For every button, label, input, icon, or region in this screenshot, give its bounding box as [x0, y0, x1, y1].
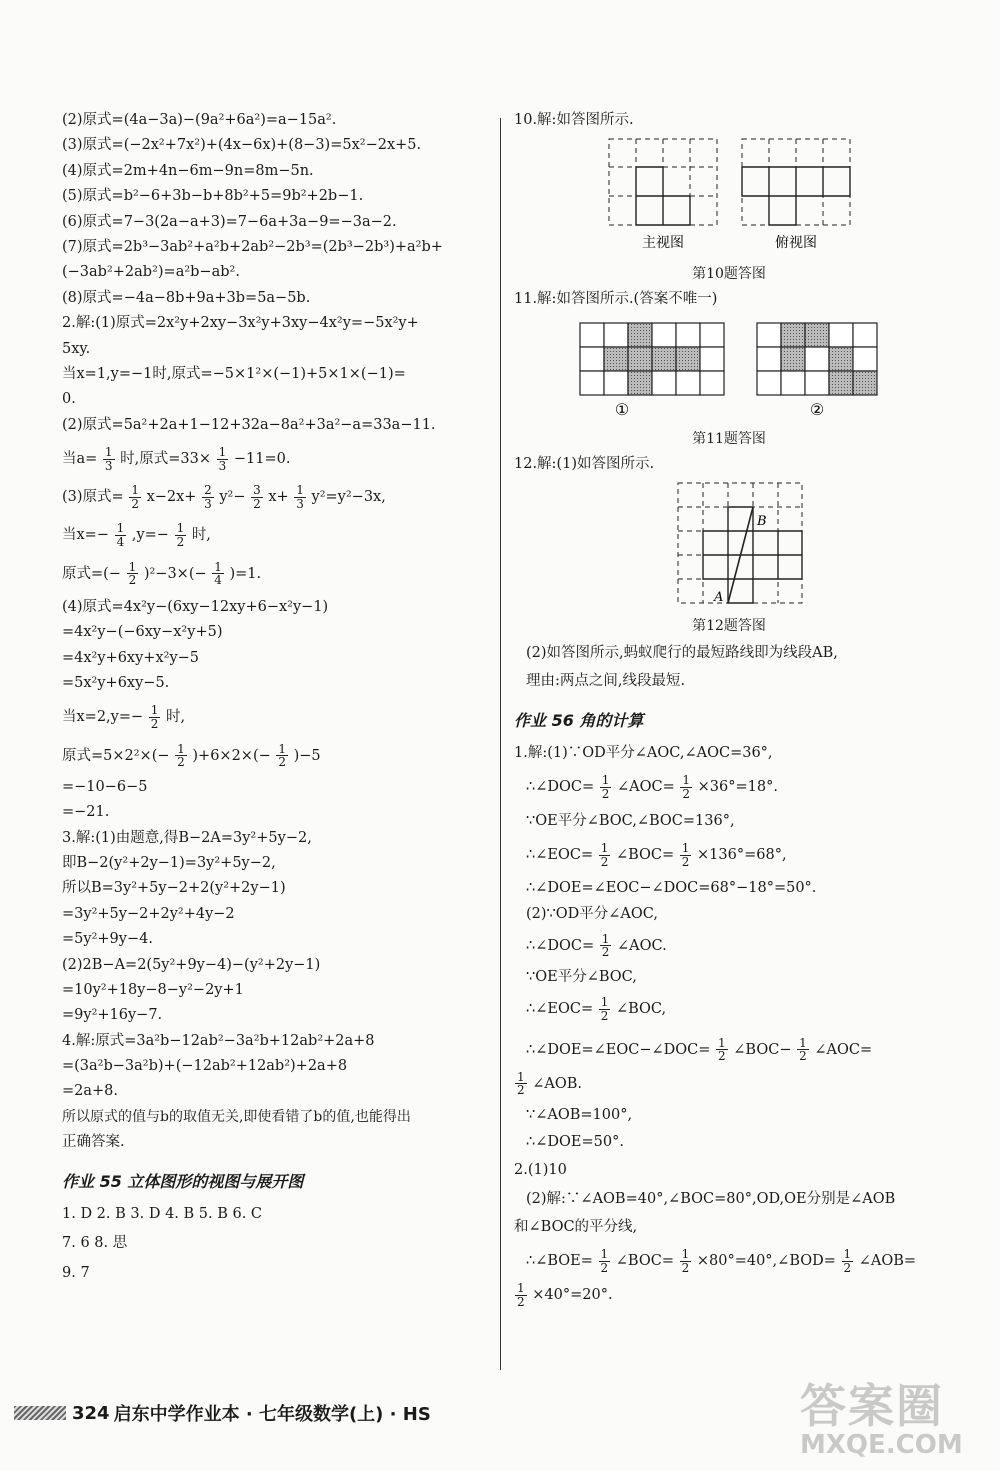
- figure-10-graphic: [514, 135, 944, 255]
- eq-line: 2.解:(1)原式=2x²y+2xy−3x²y+3xy−4x²y=−5x²y+: [62, 315, 419, 332]
- figure-11-caption: 第11题答图: [692, 430, 766, 447]
- eq-line: 所以B=3y²+5y−2+2(y²+2y−1): [62, 880, 286, 897]
- numerator: 1: [177, 741, 185, 756]
- book-title: 启东中学作业本 · 七年级数学(上) · HS: [113, 1404, 431, 1425]
- eq-line: (4)原式=4x²y−(6xy−12xy+6−x²y−1): [62, 598, 329, 615]
- text: x−2x+: [146, 489, 197, 506]
- numerator: 1: [104, 445, 113, 460]
- text: y²−: [219, 489, 246, 506]
- front-view-caption: 主视图: [642, 235, 684, 252]
- text: )+6×2×(−: [192, 747, 271, 764]
- eq-line: 5xy.: [62, 340, 91, 357]
- eq-line: 4.解:原式=3a²b−12ab²−3a²b+12ab²+2a+8: [62, 1032, 375, 1049]
- fraction: [149, 704, 161, 730]
- section-heading-55: 作业 55 立体图形的视图与展开图: [62, 1172, 304, 1192]
- fraction: [212, 561, 224, 587]
- eq-line: 即B−2(y²+2y−1)=3y²+5y−2,: [62, 854, 276, 871]
- figure-11-graphic: [514, 315, 944, 420]
- numerator: 1: [278, 741, 287, 756]
- eq-line: [62, 484, 492, 510]
- numerator: 1: [843, 1246, 852, 1261]
- left-column: [62, 112, 492, 1282]
- denominator: 2: [128, 573, 137, 588]
- text: ∠BOC−: [733, 1041, 792, 1058]
- text: ∴∠DOC=: [526, 779, 595, 796]
- eq-line: (2)原式=5a²+2a+1−12+32a−8a²+3a²−a=33a−11.: [62, 416, 436, 433]
- answer-line: 9. 7: [62, 1264, 90, 1281]
- eq-line: (7)原式=2b³−3ab²+a²b+2ab²−2b³=(2b³−2b³)+a²b+: [62, 238, 443, 255]
- fraction: [680, 842, 692, 868]
- eq-line: =2a+8.: [62, 1083, 119, 1100]
- fraction: [129, 484, 141, 510]
- text: ∠AOB.: [532, 1075, 583, 1092]
- denominator: 2: [177, 755, 185, 770]
- eq-line: (2)2B−A=2(5y²+9y−4)−(y²+2y−1): [62, 956, 321, 973]
- fraction: [842, 1248, 854, 1274]
- figure-12-graphic: [514, 479, 944, 607]
- text: )−5: [293, 747, 321, 764]
- numerator: 1: [131, 483, 139, 498]
- text: (3)原式=: [62, 489, 124, 506]
- denominator: 2: [681, 1260, 690, 1275]
- text: ∠AOC=: [617, 779, 675, 796]
- text: ∠AOB=: [858, 1253, 917, 1270]
- fraction: [127, 561, 139, 587]
- numerator: 1: [718, 1035, 726, 1050]
- eq-line: [514, 1037, 944, 1063]
- figure-10-caption: 第10题答图: [692, 266, 766, 283]
- watermark-logo: 答案圈: [800, 1379, 944, 1433]
- footer-hatch-decoration: [14, 1406, 66, 1420]
- numerator: 1: [682, 773, 691, 788]
- denominator: 2: [843, 1260, 852, 1275]
- fraction: [680, 774, 692, 800]
- eq-line: [62, 704, 492, 730]
- top-view-caption: 俯视图: [775, 235, 817, 252]
- denominator: 2: [600, 1260, 609, 1275]
- figure-10: [514, 135, 944, 283]
- text: 当x=−: [62, 527, 109, 544]
- text: ∴∠BOE=: [526, 1253, 593, 1270]
- grid-border: [678, 483, 802, 606]
- eq-line: ∵∠AOB=100°,: [526, 1107, 633, 1124]
- numerator: 3: [253, 483, 261, 498]
- eq-line: [62, 561, 492, 587]
- eq-line: [62, 522, 492, 548]
- text: x+: [268, 489, 289, 506]
- eq-line: =−10−6−5: [62, 778, 148, 795]
- top-view-grid: [742, 139, 850, 225]
- denominator: 2: [601, 786, 610, 801]
- denominator: 2: [131, 496, 139, 511]
- fraction: [797, 1037, 809, 1063]
- text: ∴∠DOC=: [526, 937, 595, 954]
- eq-line: ∴∠DOE=50°.: [526, 1134, 624, 1151]
- eq-line: 2.(1)10: [514, 1161, 567, 1178]
- eq-line: [514, 996, 944, 1022]
- eq-line: (2)∵OD平分∠AOC,: [526, 905, 658, 922]
- eq-line: 1.解:(1)∵OD平分∠AOC,∠AOC=36°,: [514, 744, 773, 761]
- eq-line: =10y²+18y−8−y²−2y+1: [62, 981, 244, 998]
- denominator: 2: [253, 496, 261, 511]
- numerator: 1: [116, 521, 125, 536]
- eq-line: (2)解:∵∠AOB=40°,∠BOC=80°,OD,OE分别是∠AOB: [526, 1191, 896, 1208]
- eq-line: 和∠BOC的平分线,: [514, 1218, 638, 1235]
- text: ∠AOC.: [617, 937, 667, 954]
- numerator: 1: [150, 703, 159, 718]
- text: 原式=5×2²×(−: [62, 747, 170, 764]
- right-column: [514, 112, 944, 1308]
- eq-line: (−3ab²+2ab²)=a²b−ab².: [62, 264, 240, 281]
- numerator: 1: [681, 1246, 690, 1261]
- answer-line: 7. 6 8. 思: [62, 1235, 128, 1252]
- text: ∴∠EOC=: [526, 847, 594, 864]
- eq-line: =−21.: [62, 804, 110, 821]
- eq-line: [514, 933, 944, 959]
- numerator: 1: [296, 483, 304, 498]
- denominator: 4: [116, 535, 125, 550]
- denominator: 2: [176, 535, 185, 550]
- question-line: 12.解:(1)如答图所示.: [514, 455, 655, 472]
- eq-line: [514, 1071, 944, 1097]
- fraction: [599, 1248, 611, 1274]
- front-view-grid: [609, 139, 717, 225]
- denominator: 2: [600, 1009, 609, 1024]
- numerator: 2: [204, 483, 212, 498]
- text: 原式=(−: [62, 565, 121, 582]
- eq-line: (8)原式=−4a−8b+9a+3b=5a−5b.: [62, 289, 311, 306]
- eq-line: (4)原式=2m+4n−6m−9n=8m−5n.: [62, 162, 314, 179]
- text: 当a=: [62, 451, 98, 468]
- text: ∴∠DOE=∠EOC−∠DOC=: [526, 1041, 711, 1058]
- figure-11: [514, 315, 944, 448]
- text: )=1.: [229, 565, 262, 582]
- text: −11=0.: [233, 451, 291, 468]
- fraction: [600, 933, 612, 959]
- text: y²=y²−3x,: [311, 489, 386, 506]
- numerator: 1: [176, 521, 185, 536]
- fraction: [716, 1037, 728, 1063]
- numerator: 1: [128, 559, 137, 574]
- text: ×80°=40°,∠BOD=: [696, 1253, 836, 1270]
- numerator: 1: [681, 840, 690, 855]
- denominator: 2: [718, 1049, 726, 1064]
- eq-line: ∴∠DOE=∠EOC−∠DOC=68°−18°=50°.: [526, 880, 817, 897]
- eq-line: [514, 842, 944, 868]
- numerator: 1: [799, 1035, 807, 1050]
- denominator: 2: [600, 854, 609, 869]
- net-2: [757, 323, 877, 395]
- net-1: [580, 323, 724, 395]
- figure-12-caption: 第12题答图: [692, 618, 766, 635]
- text: ∠BOC,: [615, 1001, 667, 1018]
- eq-line: ∵OE平分∠BOC,∠BOC=136°,: [526, 812, 735, 829]
- eq-line: =5x²y+6xy−5.: [62, 675, 170, 691]
- text: ∠AOC=: [814, 1041, 873, 1058]
- denominator: 2: [517, 1083, 525, 1098]
- question-line: 10.解:如答图所示.: [514, 112, 634, 128]
- denominator: 2: [799, 1049, 807, 1064]
- numerator: 1: [600, 995, 609, 1010]
- denominator: 3: [104, 458, 113, 473]
- fraction: [515, 1071, 527, 1097]
- answer-line: 理由:两点之间,线段最短.: [526, 672, 686, 689]
- fraction: [251, 484, 263, 510]
- denominator: 4: [214, 573, 222, 588]
- numerator: 1: [601, 773, 610, 788]
- eq-line: 0.: [62, 391, 76, 408]
- denominator: 2: [682, 786, 691, 801]
- numerator: 1: [600, 840, 609, 855]
- eq-line: (2)原式=(4a−3a)−(9a²+6a²)=a−15a².: [62, 112, 337, 128]
- answer-line: 1. D 2. B 3. D 4. B 5. B 6. C: [62, 1206, 263, 1223]
- text: ,y=−: [131, 527, 169, 544]
- fraction: [217, 446, 229, 472]
- text: ∴∠EOC=: [526, 1001, 594, 1018]
- denominator: 2: [681, 854, 690, 869]
- figure-12: [514, 479, 944, 635]
- fraction: [175, 522, 187, 548]
- text: 当x=2,y=−: [62, 709, 144, 726]
- numerator: 1: [214, 559, 222, 574]
- eq-line: =9y²+16y−7.: [62, 1007, 163, 1024]
- numerator: 1: [517, 1281, 525, 1296]
- eq-line: 3.解:(1)由题意,得B−2A=3y²+5y−2,: [62, 829, 312, 846]
- fraction: [202, 484, 214, 510]
- text: )²−3×(−: [143, 565, 207, 582]
- denominator: 3: [218, 458, 227, 473]
- eq-line: =4x²y−(−6xy−x²y+5): [62, 624, 223, 641]
- eq-line: (5)原式=b²−6+3b−b+8b²+5=9b²+2b−1.: [62, 188, 364, 205]
- denominator: 3: [296, 496, 304, 511]
- eq-line: 所以原式的值与b的取值无关,即使看错了b的值,也能得出: [62, 1108, 411, 1125]
- eq-line: =5y²+9y−4.: [62, 931, 153, 948]
- text: 时,: [191, 527, 211, 544]
- denominator: 2: [601, 945, 610, 960]
- eq-line: 当x=1,y=−1时,原式=−5×1²×(−1)+5×1×(−1)=: [62, 365, 406, 382]
- eq-line: [514, 1248, 944, 1274]
- numerator: 1: [517, 1069, 525, 1084]
- eq-line: [62, 446, 492, 472]
- eq-line: [62, 743, 492, 769]
- fraction: [294, 484, 306, 510]
- denominator: 2: [278, 755, 287, 770]
- denominator: 2: [150, 716, 159, 731]
- eq-line: =3y²+5y−2+2y²+4y−2: [62, 905, 235, 922]
- text: ∠BOC=: [615, 1253, 674, 1270]
- numerator: 1: [601, 931, 610, 946]
- fraction: [103, 446, 115, 472]
- column-divider: [500, 118, 501, 1370]
- section-heading-56: 作业 56 角的计算: [514, 710, 644, 730]
- fraction: [175, 743, 187, 769]
- numerator: 1: [600, 1246, 609, 1261]
- page-footer: [14, 1398, 431, 1428]
- text: 时,: [166, 709, 186, 726]
- denominator: 3: [204, 496, 212, 511]
- fraction: [115, 522, 127, 548]
- text: ×136°=68°,: [697, 847, 787, 864]
- fraction: [276, 743, 288, 769]
- text: ×36°=18°.: [697, 779, 778, 796]
- net-1-label: ①: [614, 399, 630, 419]
- eq-line: ∵OE平分∠BOC,: [526, 969, 637, 986]
- fraction: [515, 1282, 527, 1308]
- text: 时,原式=33×: [120, 451, 212, 468]
- numerator: 1: [218, 445, 227, 460]
- page-number: 324: [72, 1402, 110, 1424]
- question-line: 11.解:如答图所示.(答案不唯一): [514, 291, 718, 308]
- denominator: 2: [517, 1294, 525, 1309]
- fraction: [680, 1248, 692, 1274]
- text: ∠BOC=: [615, 847, 675, 864]
- fraction: [599, 842, 611, 868]
- net-2-label: ②: [809, 399, 825, 419]
- eq-line: 正确答案.: [62, 1133, 125, 1150]
- point-b-label: B: [757, 514, 767, 530]
- answer-line: (2)如答图所示,蚂蚁爬行的最短路线即为线段AB,: [526, 645, 838, 662]
- eq-line: [514, 1282, 944, 1308]
- fraction: [599, 996, 611, 1022]
- eq-line: =4x²y+6xy+x²y−5: [62, 649, 200, 666]
- point-a-label: A: [714, 590, 724, 606]
- eq-line: [514, 774, 944, 800]
- eq-line: (3)原式=(−2x²+7x²)+(4x−6x)+(8−3)=5x²−2x+5.: [62, 137, 422, 154]
- fraction: [600, 774, 612, 800]
- watermark-url: MXQE.COM: [800, 1430, 963, 1460]
- eq-line: =(3a²b−3a²b)+(−12ab²+12ab²)+2a+8: [62, 1058, 348, 1075]
- text: ×40°=20°.: [532, 1287, 613, 1304]
- eq-line: (6)原式=7−3(2a−a+3)=7−6a+3a−9=−3a−2.: [62, 213, 397, 230]
